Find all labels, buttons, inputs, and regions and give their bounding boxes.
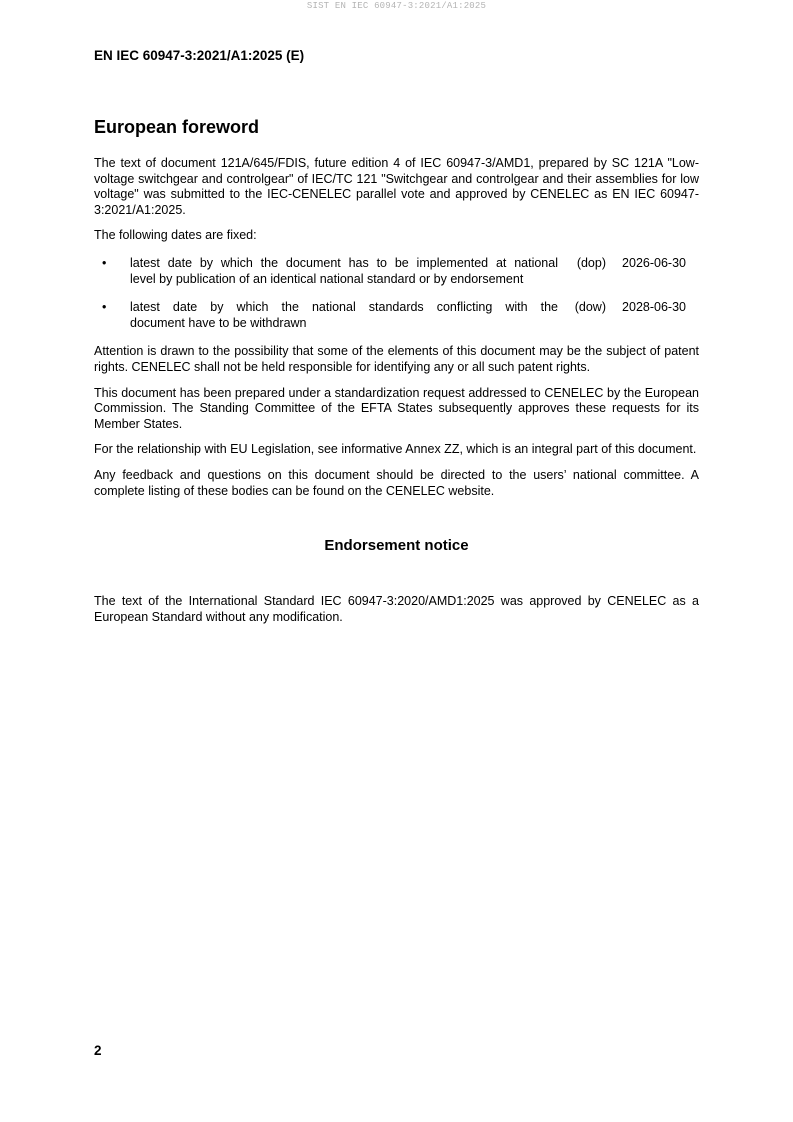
list-item <box>94 300 699 331</box>
list-item <box>94 256 699 287</box>
patent-notice: Attention is drawn to the possibility that some of the elements of this document may be the subject of patent rights. CENELEC shall not be held responsible for identifying any or all such patent rights. <box>94 344 699 374</box>
page-content <box>94 116 699 635</box>
dates-intro: The following dates are fixed: <box>94 228 257 243</box>
page-number: 2 <box>94 1043 102 1058</box>
date-description-line1: latest date by which the national standards conflicting with the <box>130 300 558 315</box>
standardization-request: This document has been prepared under a standardization request addressed to CENELEC by the European Commission. The Standing Committee of the EFTA States subsequently approves these requests for its Member States. <box>94 385 699 431</box>
feedback-note: Any feedback and questions on this document should be directed to the users’ national committee. A complete listing of these bodies can be found on the CENELEC website. <box>94 467 699 498</box>
date-value: 2028-06-30 <box>622 300 686 315</box>
date-abbreviation: (dop) <box>576 255 606 270</box>
date-description-line1: latest date by which the document has to be implemented at national <box>130 255 558 270</box>
endorsement-title: Endorsement notice <box>324 537 469 555</box>
date-description <box>130 256 558 287</box>
endorsement-text: The text of the International Standard IEC 60947-3:2020/AMD1:2025 was approved by CENELEC as a European Standard without any modification. <box>94 594 699 624</box>
date-abbreviation: (dow) <box>574 300 606 315</box>
bullet-icon: • <box>102 300 107 315</box>
bullet-icon: • <box>102 255 107 270</box>
date-description <box>130 300 558 331</box>
foreword-title: European foreword <box>94 117 260 137</box>
eu-legislation-note: For the relationship with EU Legislation, see informative Annex ZZ, which is an integral part of this document. <box>94 442 697 457</box>
watermark: SIST EN IEC 60947-3:2021/A1:2025 <box>306 1 487 11</box>
date-description-line2: level by publication of an identical national standard or by endorsement <box>130 271 524 286</box>
dates-list <box>94 256 699 331</box>
date-description-line2: document have to be withdrawn <box>130 315 307 330</box>
date-value: 2026-06-30 <box>622 255 686 270</box>
document-id: EN IEC 60947-3:2021/A1:2025 (E) <box>94 48 305 63</box>
foreword-intro: The text of document 121A/645/FDIS, future edition 4 of IEC 60947-3/AMD1, prepared by SC 121A "Low-voltage switchgear and controlgear" of IEC/TC 121 "Switchgear and controlgear and their assemblies for low voltage" was submitted to the IEC-CENELEC parallel vote and approved by CENELEC as EN IEC 60947-3:2021/A1:2025. <box>94 156 699 217</box>
